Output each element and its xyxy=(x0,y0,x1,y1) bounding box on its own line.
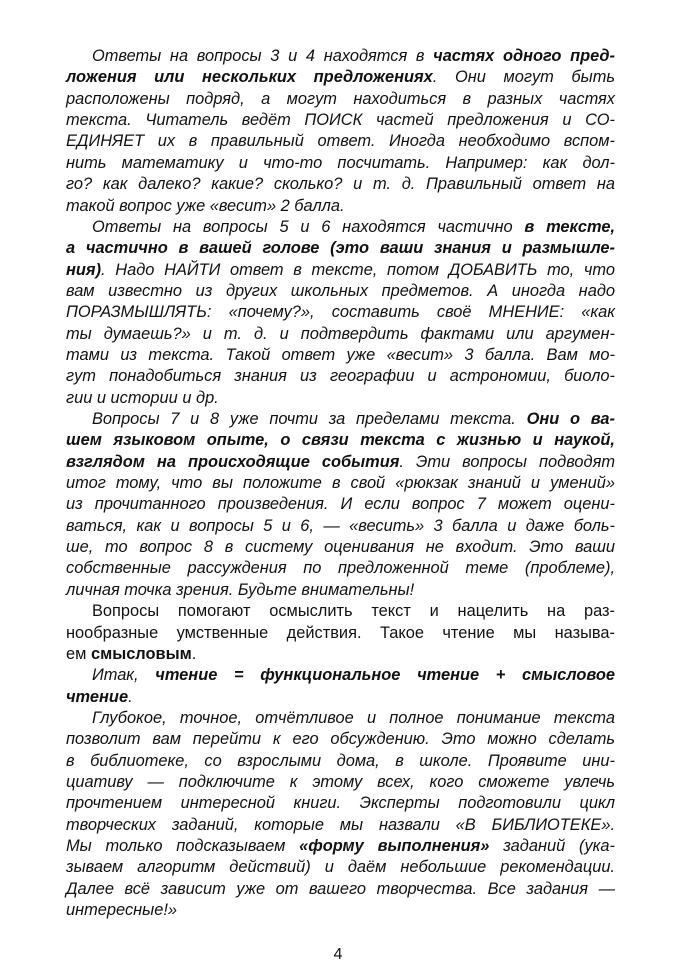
text-line xyxy=(66,473,615,494)
text-line xyxy=(66,366,615,387)
text-span: такой вопрос уже «весит» 2 балла. xyxy=(66,196,345,215)
text-span: Итак, xyxy=(92,666,156,685)
text-span: Ответы на вопросы 3 и 4 находятся в xyxy=(92,47,434,65)
text-span: интересные!» xyxy=(66,901,178,919)
text-span: тами из текста. Такой ответ уже «весит» 3 балла. Вам мо- xyxy=(66,345,615,364)
text-span: личная точка зрения. Будьте внимательны! xyxy=(66,580,415,599)
text-line xyxy=(66,516,615,537)
text-span: Далее всё зависит уже от вашего творчества. Все задания — xyxy=(66,879,615,898)
text-span: творческих заданий, которые мы назвали «В БИБЛИОТЕКЕ». xyxy=(66,815,615,834)
text-span: . xyxy=(128,687,133,706)
page-number: 4 xyxy=(333,946,343,963)
text-line xyxy=(66,110,615,131)
text-span: в библиотеке, со взрослыми дома, в школе. Проявите ини- xyxy=(66,751,615,770)
text-line xyxy=(66,772,615,793)
text-line xyxy=(66,793,615,814)
text-line xyxy=(92,665,615,686)
text-span: ты думаешь?» и т. д. и подтвердить фактами или аргумен- xyxy=(66,324,615,343)
bold-text: шем языковом опыте, о связи текста с жизнью и наукой, xyxy=(66,431,615,450)
text-line xyxy=(66,174,615,195)
text-line xyxy=(66,494,615,515)
text-line xyxy=(66,537,615,558)
text-span: вам известно из других школьных предметов. А иногда надо xyxy=(66,281,615,300)
text-line xyxy=(92,409,615,430)
bold-text: Они о ва- xyxy=(526,410,615,428)
bold-text: частях одного пред- xyxy=(433,47,615,65)
text-line xyxy=(66,729,615,750)
text-line xyxy=(66,558,615,579)
text-span: нообразные умственные действия. Такое чтение мы называ- xyxy=(66,623,615,642)
text-line xyxy=(66,623,615,644)
text-line xyxy=(66,836,615,857)
text-span: нить математику и что-то посчитать. Например: как дол- xyxy=(66,153,615,172)
text-span: Глубокое, точное, отчётливое и полное понимание текста xyxy=(92,708,615,727)
text-line xyxy=(66,260,615,281)
text-span: Мы только подсказываем xyxy=(66,837,300,855)
text-span: ЕДИНЯЕТ их в правильный ответ. Иногда необходимо вспом- xyxy=(66,132,615,151)
text-span: Вопросы 7 и 8 уже почти за пределами текста. xyxy=(92,410,527,428)
bold-text: чтение xyxy=(66,687,129,706)
text-line xyxy=(92,708,615,729)
text-line xyxy=(66,67,615,88)
text-line xyxy=(66,324,615,345)
text-span: гии и истории и др. xyxy=(66,388,219,407)
bold-text: ложения или нескольких предложениях xyxy=(66,68,433,87)
text-line xyxy=(66,687,615,708)
text-line xyxy=(66,879,615,900)
text-span: расположены подряд, а могут находиться в разных частях xyxy=(66,89,615,108)
bold-text: в тексте, xyxy=(524,217,616,236)
text-line xyxy=(66,302,615,323)
text-line xyxy=(66,580,615,601)
text-line xyxy=(66,644,615,665)
text-span: ем xyxy=(66,644,91,663)
text-line xyxy=(66,388,615,409)
bold-text: «форму выполнения» xyxy=(299,837,490,855)
text-span: прочтением интересной книги. Эксперты подготовили цикл xyxy=(66,794,615,813)
text-line xyxy=(92,46,615,67)
text-span: . Они могут быть xyxy=(432,68,615,87)
bold-text: смысловым xyxy=(90,644,192,663)
text-span: циативу — подключите к этому всех, кого сможете увлечь xyxy=(66,772,615,791)
text-line xyxy=(66,153,615,174)
text-span: . Надо НАЙТИ ответ в тексте, потом ДОБАВИТЬ то, что xyxy=(101,260,615,279)
text-line xyxy=(66,430,615,451)
text-span: го? как далеко? какие? сколько? и т. д. Правильный ответ на xyxy=(66,175,615,194)
text-span: . xyxy=(191,644,197,663)
text-span: Ответы на вопросы 5 и 6 находятся частично xyxy=(92,217,525,236)
text-line xyxy=(92,217,615,238)
bold-text: чтение = функциональное чтение + смысловое xyxy=(155,666,615,685)
bold-text: ния) xyxy=(66,260,102,279)
bold-text: а частично в вашей голове (это ваши знания и размышле- xyxy=(66,239,615,258)
text-span: из прочитанного произведения. И если вопрос 7 может оцени- xyxy=(66,495,615,514)
text-span: ПОРАЗМЫШЛЯТЬ: «почему?», составить своё МНЕНИЕ: «как xyxy=(66,303,615,322)
text-span: заданий (ука- xyxy=(489,837,615,855)
text-span: текста. Читатель ведёт ПОИСК частей предложения и СО- xyxy=(66,111,615,130)
text-line xyxy=(66,281,615,302)
text-span: гут понадобиться знания из географии и астрономии, биоло- xyxy=(66,367,615,386)
text-line xyxy=(66,857,615,878)
text-line xyxy=(66,345,615,366)
text-line xyxy=(66,238,615,259)
text-line xyxy=(92,601,615,622)
text-span: зываем алгоритм действий) и даём небольшие рекомендации. xyxy=(66,858,615,877)
text-line xyxy=(66,815,615,836)
text-span: . Эти вопросы подводят xyxy=(399,452,615,471)
text-line xyxy=(66,89,615,110)
text-line xyxy=(66,452,615,473)
text-span: позволит вам перейти к его обсуждению. Это можно сделать xyxy=(66,730,615,749)
text-line xyxy=(66,900,615,921)
text-line xyxy=(66,196,615,217)
text-span: собственные рассуждения по предложенной теме (проблеме), xyxy=(66,559,615,578)
text-line xyxy=(66,131,615,152)
bold-text: взглядом на происходящие события xyxy=(66,452,400,471)
text-span: ше, то вопрос 8 в систему оценивания не входит. Это ваши xyxy=(66,538,615,556)
text-line xyxy=(66,751,615,772)
text-span: итог тому, что вы положите в свой «рюкзак знаний и умений» xyxy=(66,474,615,492)
text-span: ваться, как и вопросы 5 и 6, — «весить» 3 балла и даже боль- xyxy=(66,516,615,535)
text-span: Вопросы помогают осмыслить текст и нацелить на раз- xyxy=(92,602,615,621)
